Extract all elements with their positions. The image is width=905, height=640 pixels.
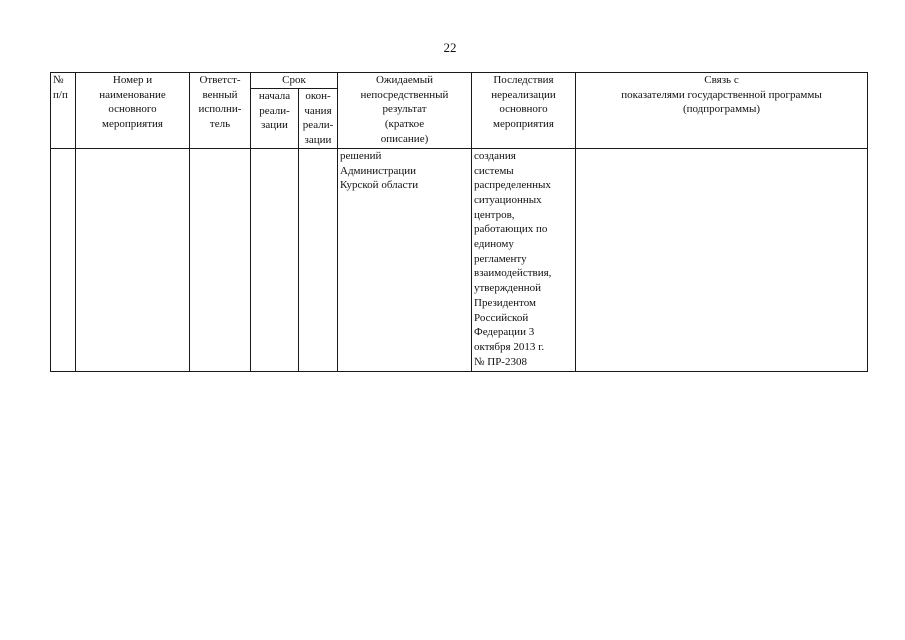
cell-term-start (251, 148, 299, 371)
header-term-start: начала реали- зации (251, 89, 299, 149)
header-measure-name: Номер и наименование основного мероприятия (76, 73, 190, 149)
header-expected-result: Ожидаемый непосредственный результат (краткое описание) (338, 73, 472, 149)
header-num: № п/п (51, 73, 76, 149)
header-term-end: окон- чания реали- зации (299, 89, 338, 149)
header-consequences: Последствия нереализации основного мероприятия (472, 73, 576, 149)
header-term: Срок (251, 73, 338, 89)
cell-expected-result: решений Администрации Курской области (338, 148, 472, 371)
measures-table (50, 72, 868, 372)
header-row-top (51, 73, 868, 89)
cell-num (51, 148, 76, 371)
cell-consequences: создания системы распределенных ситуационных центров, работающих по единому регламенту взаимодействия, утвержденной Президентом Российской Федерации 3 октября 2013 г. № ПР-2308 (472, 148, 576, 371)
cell-term-end (299, 148, 338, 371)
header-responsible: Ответст- венный исполни- тель (190, 73, 251, 149)
cell-link-indicators (576, 148, 868, 371)
table-row (51, 148, 868, 371)
page-number: 22 (443, 40, 457, 55)
cell-responsible (190, 148, 251, 371)
cell-measure-name (76, 148, 190, 371)
header-link-indicators: Связь с показателями государственной программы (подпрограммы) (576, 73, 868, 149)
